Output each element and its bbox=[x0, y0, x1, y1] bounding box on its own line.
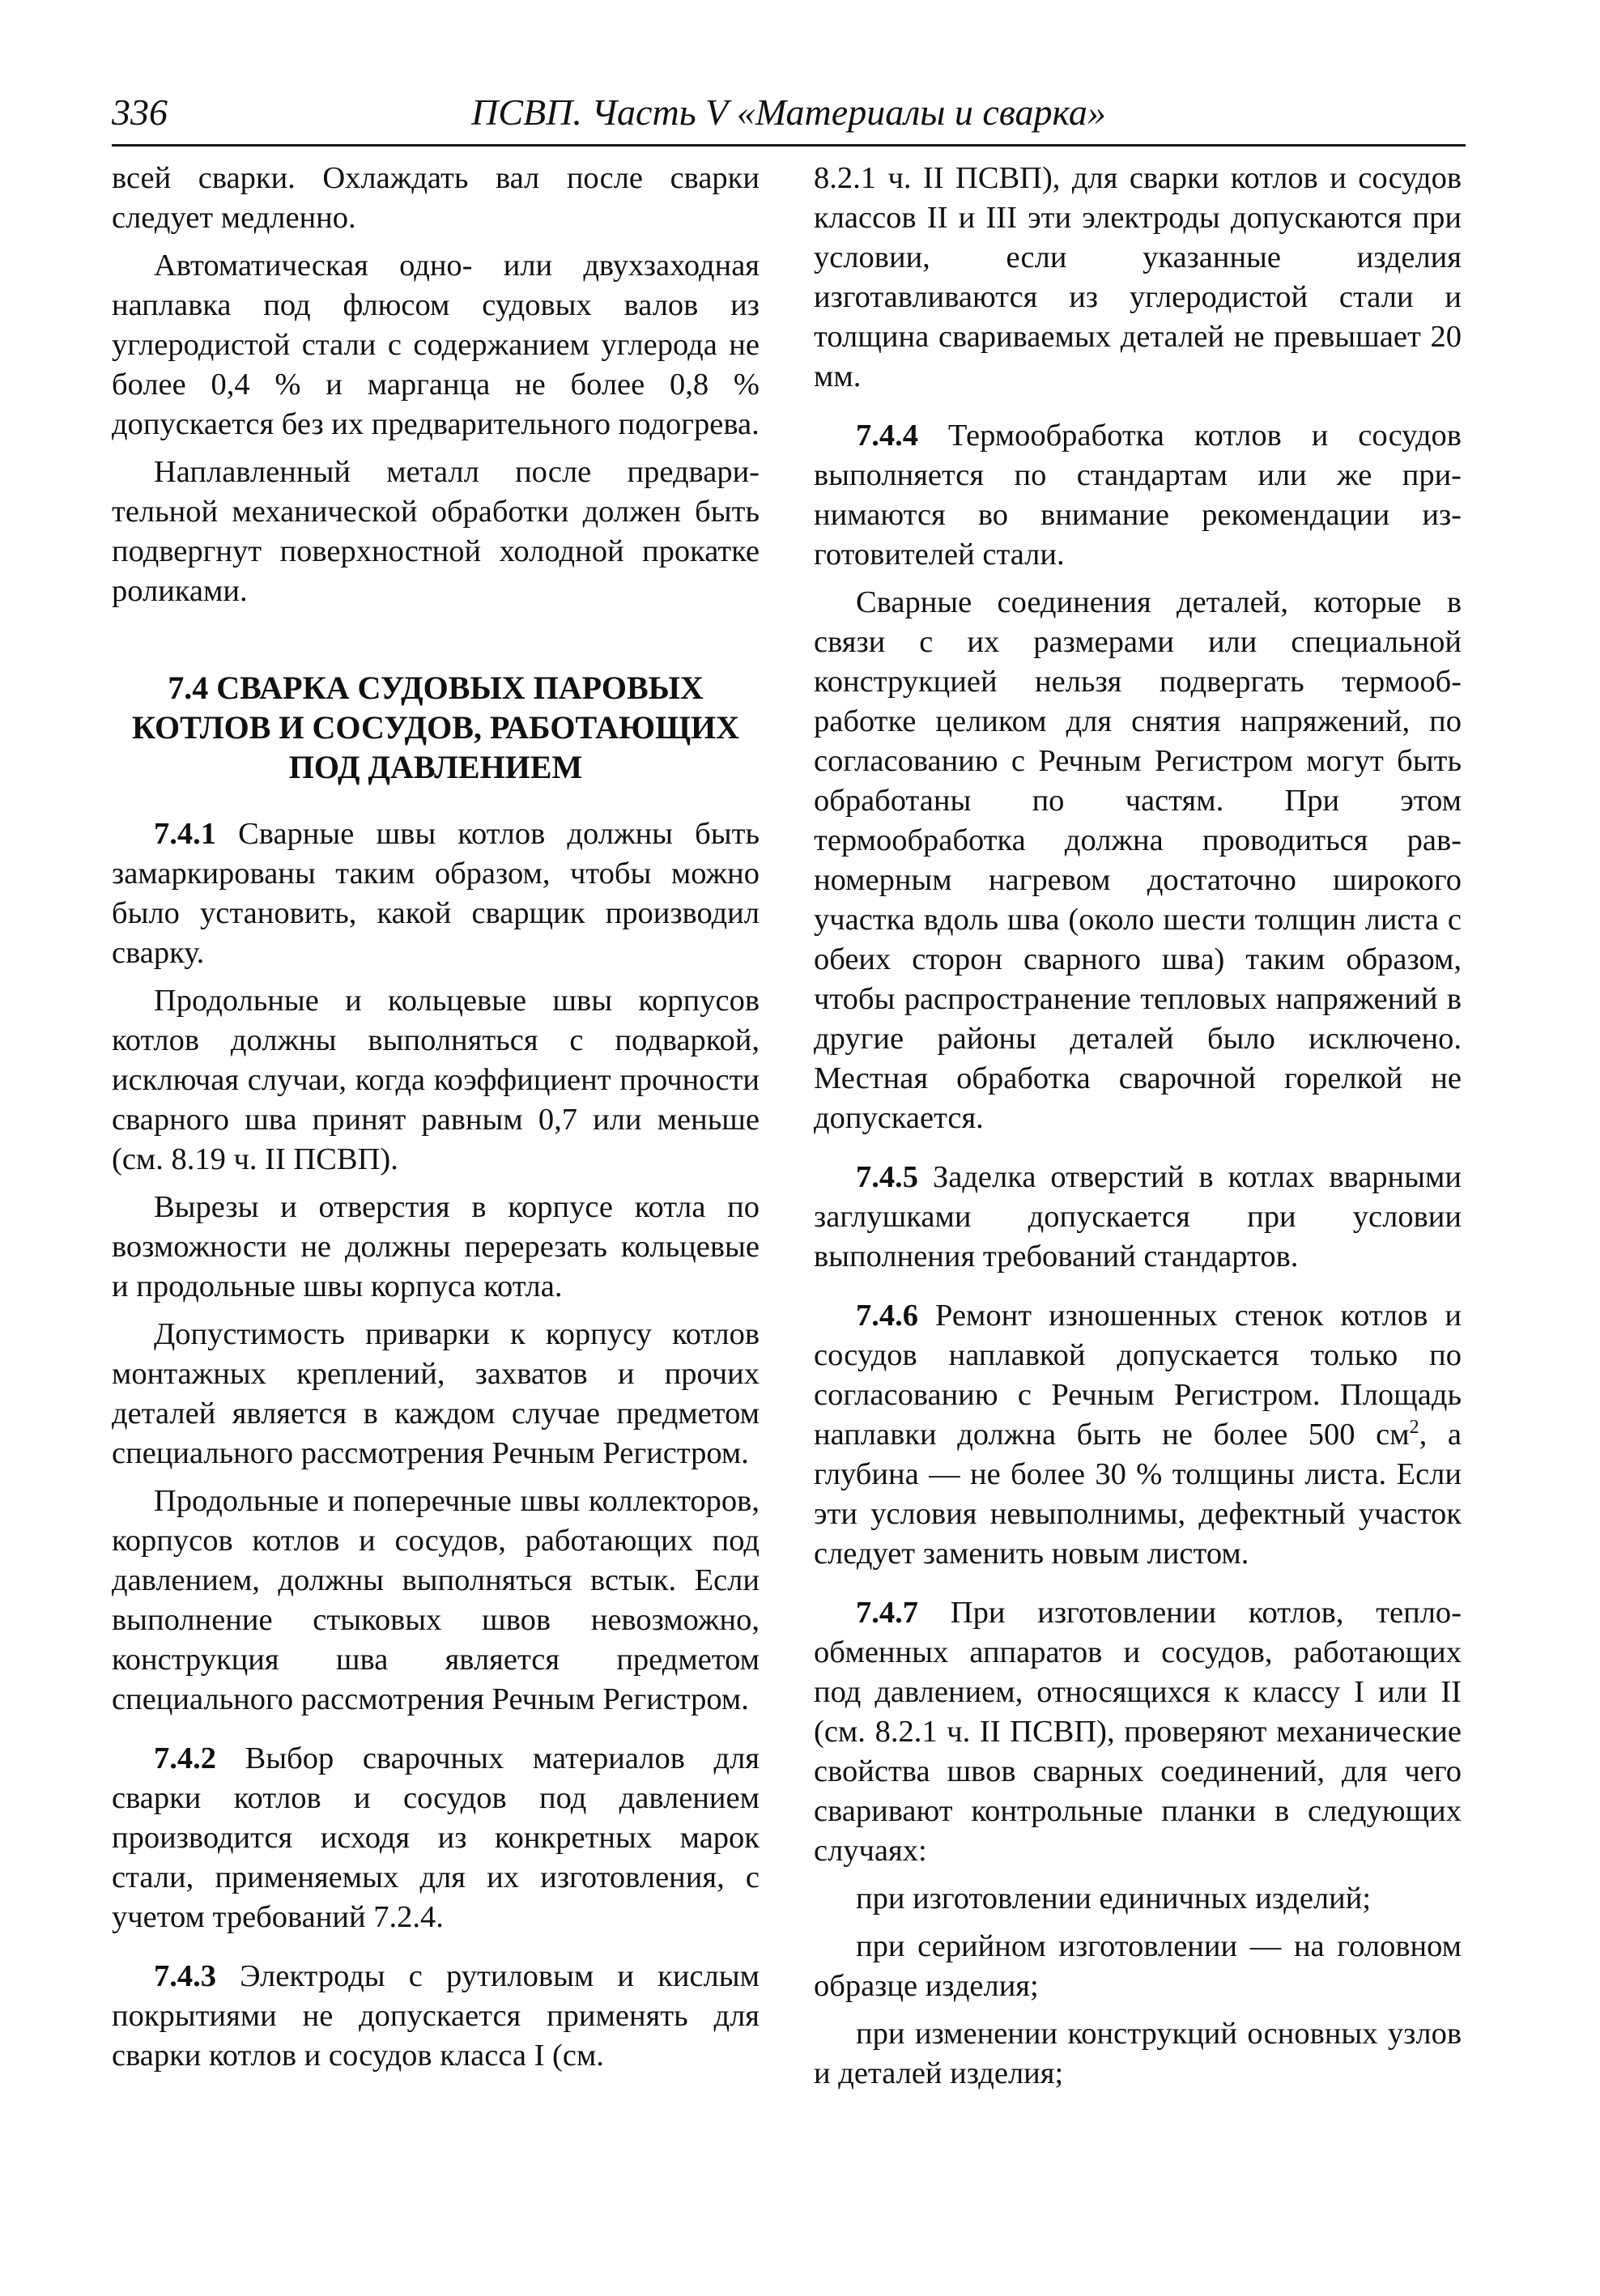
right-column bbox=[814, 159, 1462, 2102]
clause-text: Выбор сварочных материалов для сварки котлов и сосудов под давлением производится исходя из конкретных марок стали, применяемых для их изготовления, с учетом требований 7.2.4. bbox=[112, 1741, 760, 1934]
paragraph: 8.2.1 ч. II ПСВП), для сварки котлов и сосудов классов II и III эти электроды допускаются при условии, если указанные изделия изготавливаются из углеродистой стали и толщина свариваемых деталей не превышает 20 мм. bbox=[814, 161, 1462, 393]
left-column bbox=[112, 159, 760, 2084]
clause-text: Термообработка котлов и сосудов выполняется по стандартам или же принимаются во внимание рекомендации изготовителей стали. bbox=[814, 419, 1462, 572]
clause-7-4-6 bbox=[814, 1296, 1462, 1574]
page-header bbox=[112, 81, 1466, 147]
clause-7-4-4 bbox=[814, 416, 1462, 575]
clause-text: , а глубина — не более 30 % толщины листа. Если эти условия невыполнимы, дефектный участок следует заменить новым листом. bbox=[814, 1418, 1462, 1571]
clause-number: 7.4.6 bbox=[856, 1299, 918, 1333]
paragraph: Допустимость приварки к корпусу котлов монтажных креплений, захватов и прочих деталей является в каждом случае предметом специального рассмотрения Речным Регистром. bbox=[112, 1317, 760, 1470]
clause-number: 7.4.7 bbox=[856, 1596, 918, 1630]
clause-text: Электроды с рутиловым и кислым покрытиями не допускается применять для сварки котлов и сосудов класса I (см. bbox=[112, 1959, 760, 2073]
running-title: ПСВП. Часть V «Материалы и сварка» bbox=[471, 91, 1106, 133]
list-item: при серийном изготовлении — на головном образце изделия; bbox=[814, 1929, 1462, 2003]
clause-number: 7.4.3 bbox=[154, 1959, 216, 1993]
paragraph: всей сварки. Охлаждать вал после сварки следует медленно. bbox=[112, 161, 760, 235]
clause-number: 7.4.4 bbox=[856, 419, 918, 453]
paragraph: Автоматическая одно- или двухзаходная наплавка под флюсом судовых валов из углеродистой стали с содержанием углерода не более 0,4 % и марганца не более 0,8 % допускается без их предварительного подогрева. bbox=[112, 249, 760, 441]
clause-7-4-2 bbox=[112, 1739, 760, 1937]
list-item: при изменении конструкций основных узлов и деталей изделия; bbox=[814, 2017, 1462, 2090]
paragraph: Сварные соединения деталей, которые в связи с их размерами или специальной конструкцией нельзя подвергать термообработке целиком для снятия напряжений, по согласованию с Речным Регистром могут быть обработаны по частям. При этом термообработка должна проводиться равномерным нагревом достаточно широкого участка вдоль шва (около шести толщин листа с обеих сторон сварного шва) таким образом, чтобы распространение тепловых напряжений в другие районы деталей было исключено. Местная обработка сварочной горелкой не допускается. bbox=[814, 585, 1462, 1135]
list-item: при изготовлении единичных изделий; bbox=[856, 1881, 1372, 1915]
clause-text: Ремонт изношенных стенок котлов и сосудов наплавкой допускается только по согласованию с Речным Регистром. Площадь наплавки должна быть не более 500 см bbox=[814, 1299, 1462, 1452]
clause-7-4-3 bbox=[112, 1957, 760, 2076]
page-number: 336 bbox=[112, 91, 168, 133]
clause-7-4-5 bbox=[814, 1158, 1462, 1277]
clause-text: Сварные швы котлов должны быть замаркированы таким образом, чтобы можно было установить, какой сварщик производил сварку. bbox=[112, 817, 760, 970]
clause-number: 7.4.1 bbox=[154, 817, 216, 851]
section-heading: 7.4 СВАРКА СУДОВЫХ ПАРОВЫХ КОТЛОВ И СОСУДОВ, РАБОТАЮЩИХ ПОД ДАВЛЕНИЕМ bbox=[131, 670, 740, 785]
paragraph: Наплавленный металл после предварительной механической обработки должен быть подвергнут поверхностной холодной прокатке роликами. bbox=[112, 455, 760, 608]
clause-number: 7.4.2 bbox=[154, 1741, 216, 1775]
clause-7-4-7 bbox=[814, 1593, 1462, 1871]
clause-number: 7.4.5 bbox=[856, 1160, 918, 1194]
paragraph: Продольные и поперечные швы коллекторов, корпусов котлов и сосудов, работающих под давлением, должны выполняться встык. Если выполнение стыковых швов невозможно, конструкция шва является предметом специального рассмотрения Речным Регистром. bbox=[112, 1484, 760, 1716]
superscript: 2 bbox=[1409, 1417, 1419, 1439]
clause-text: Заделка отверстий в котлах вварными заглушками допускается при условии выполнения требований стандартов. bbox=[814, 1160, 1462, 1273]
paragraph: Вырезы и отверстия в корпусе котла по возможности не должны перерезать кольцевые и продольные швы корпуса котла. bbox=[112, 1190, 760, 1303]
clause-text: При изготовлении котлов, теплообменных аппаратов и сосудов, работающих под давлением, относящихся к классу I или II (см. 8.2.1 ч. II ПСВП), проверяют механические свойства швов сварных соединений, для чего сваривают контрольные планки в следующих случаях: bbox=[814, 1596, 1462, 1868]
clause-7-4-1 bbox=[112, 814, 760, 973]
paragraph: Продольные и кольцевые швы корпусов котлов должны выполняться с подваркой, исключая случаи, когда коэффициент прочности сварного шва принят равным 0,7 или меньше (см. 8.19 ч. II ПСВП). bbox=[112, 984, 760, 1176]
